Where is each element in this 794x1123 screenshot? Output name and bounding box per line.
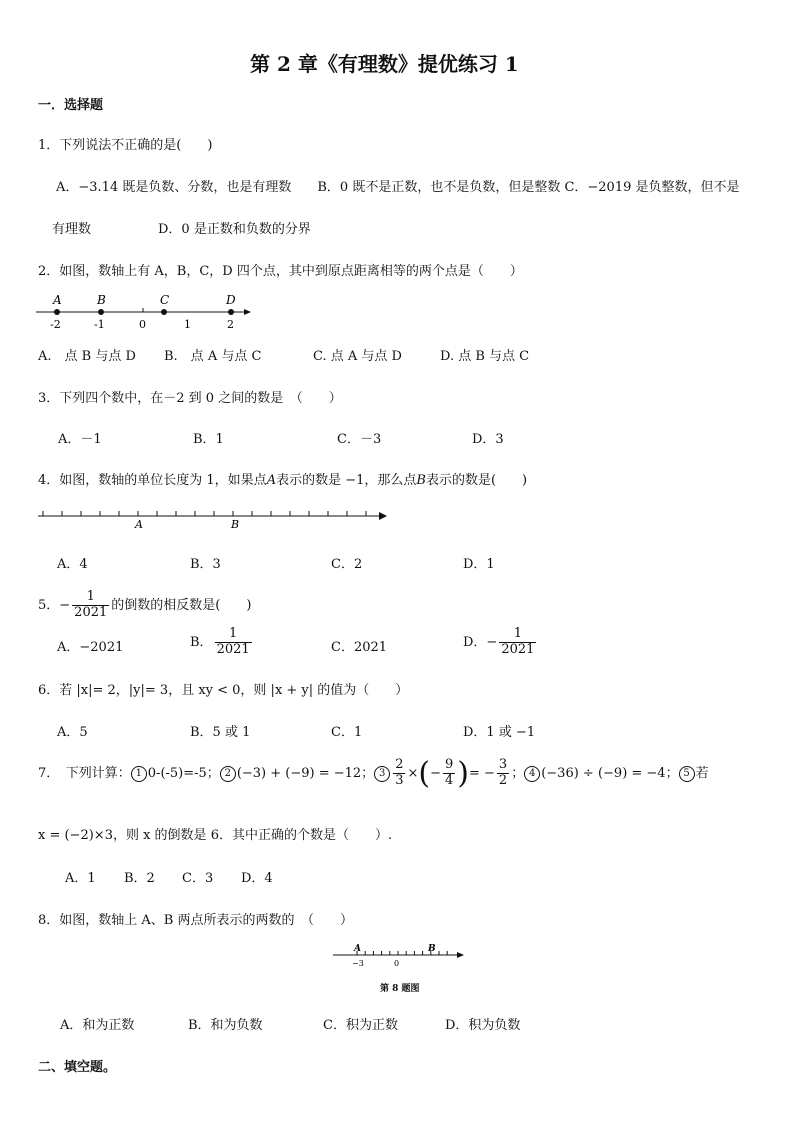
q4-option-a: A．4 <box>57 557 88 572</box>
point-d-dot <box>228 309 234 315</box>
q4-stem: 4．如图，数轴的单位长度为 1，如果点A表示的数是 −1，那么点B表示的数是( ) <box>38 473 528 488</box>
point-b-label: B <box>231 518 240 531</box>
q6-option-b: B．5 或 1 <box>190 725 251 740</box>
q5-option-d: D．− $\frac{1}{2021}$ <box>463 626 535 657</box>
axis-arrow <box>457 952 464 958</box>
tick-label-2: 2 <box>227 318 234 331</box>
q5-option-b: B． $\frac{1}{2021}$ <box>190 626 250 657</box>
q2-stem: 2．如图，数轴上有 A，B，C，D 四个点，其中到原点距离相等的两个点是（ ） <box>38 264 523 279</box>
q4-option-c: C．2 <box>331 557 363 572</box>
q2-number-line <box>30 290 260 335</box>
q1-option-c-cont: 有理数 <box>52 222 92 237</box>
q8-option-b: B．和为负数 <box>188 1018 263 1033</box>
q3-option-c: C．－3 <box>337 432 382 447</box>
tick-label-neg1: -1 <box>94 318 105 331</box>
q1-stem: 1．下列说法不正确的是( ) <box>38 138 213 153</box>
q7-option-b: B．2 <box>124 871 155 886</box>
point-b-dot <box>98 309 104 315</box>
q8-number-line <box>330 940 470 970</box>
tick-label-0: 0 <box>139 318 146 331</box>
q4-option-b: B．3 <box>190 557 221 572</box>
q3-option-b: B．1 <box>193 432 224 447</box>
tick-label-neg3: −3 <box>352 959 364 968</box>
point-a-label: A <box>135 518 143 531</box>
q6-stem: 6．若 |x|= 2，|y|= 3，且 xy < 0，则 |x + y| 的值为（ ） <box>38 683 409 698</box>
tick-label-neg2: -2 <box>50 318 61 331</box>
circled-number-1: 1 <box>131 766 147 782</box>
q4-number-line <box>35 506 395 536</box>
axis-ticks <box>43 511 366 516</box>
q6-option-d: D．1 或 −1 <box>463 725 536 740</box>
q7-line1: 7． 下列计算： 1 0-(-5)=-5； 2 (−3) + (−9) = −12； 3 $\frac{2}{3}$ ×(− $\frac{9}{4}$ )= − $\frac{3}{2}$ ； 4 (−36) ÷ (−9) = −4； 5 若 <box>38 756 709 791</box>
q3-stem: 3．下列四个数中，在－2 到 0 之间的数是 （ ） <box>38 391 342 406</box>
q5-option-a: A．−2021 <box>57 640 124 655</box>
point-a-dot <box>54 309 60 315</box>
q2-option-a: A. 点 B 与点 D <box>38 349 136 364</box>
q3-option-d: D．3 <box>472 432 504 447</box>
axis-arrow <box>244 309 251 315</box>
circled-number-4: 4 <box>524 766 540 782</box>
q3-option-a: A．－1 <box>58 432 102 447</box>
tick-label-0: 0 <box>394 959 400 968</box>
point-a-label: A <box>354 944 361 954</box>
axis-arrow <box>379 512 387 520</box>
q2-option-b: B. 点 A 与点 C <box>164 349 262 364</box>
q8-option-c: C．积为正数 <box>323 1018 398 1033</box>
tick-label-1: 1 <box>184 318 191 331</box>
q1-option-d: D．0 是正数和负数的分界 <box>158 222 311 237</box>
q4-option-d: D．1 <box>463 557 495 572</box>
q4-var-a: A <box>266 473 277 488</box>
q8-option-a: A．和为正数 <box>60 1018 135 1033</box>
q2-option-d: D. 点 B 与点 C <box>440 349 530 364</box>
circled-number-2: 2 <box>220 766 236 782</box>
q4-var-b: B <box>416 473 426 488</box>
q5-stem: 5．− $\frac{1}{2021}$ 的倒数的相反数是( ) <box>38 589 252 620</box>
page-title: 第 2 章《有理数》提优练习 1 <box>250 52 519 76</box>
point-c-label: C <box>160 293 170 307</box>
q8-figure-caption: 第 8 题图 <box>380 984 420 994</box>
section-heading-choice: 一．选择题 <box>38 98 104 113</box>
circled-number-3: 3 <box>374 766 390 782</box>
point-b-label: B <box>97 293 106 307</box>
point-b-label: B <box>428 944 436 954</box>
point-d-label: D <box>226 293 236 307</box>
q1-options-line1: A．−3.14 既是负数、分数，也是有理数 B．0 既不是正数，也不是负数，但是整数 C．−2019 是负整数，但不是 <box>56 180 740 195</box>
section-heading-fill: 二、填空题。 <box>38 1060 117 1075</box>
q6-option-a: A．5 <box>57 725 88 740</box>
q7-option-d: D．4 <box>241 871 273 886</box>
q5-fraction: $\frac{1}{2021}$ <box>74 589 108 620</box>
q7-line2: x = (−2)×3，则 x 的倒数是 6．其中正确的个数是（ ）. <box>38 828 393 843</box>
q5-option-c: C．2021 <box>331 640 388 655</box>
point-c-dot <box>161 309 167 315</box>
q6-option-c: C．1 <box>331 725 363 740</box>
q8-option-d: D．积为负数 <box>445 1018 521 1033</box>
q7-option-c: C．3 <box>182 871 214 886</box>
point-a-label: A <box>53 293 62 307</box>
q8-stem: 8．如图，数轴上 A、B 两点所表示的两数的 （ ） <box>38 913 353 928</box>
circled-number-5: 5 <box>679 766 695 782</box>
q7-option-a: A．1 <box>65 871 96 886</box>
q2-option-c: C. 点 A 与点 D <box>313 349 402 364</box>
